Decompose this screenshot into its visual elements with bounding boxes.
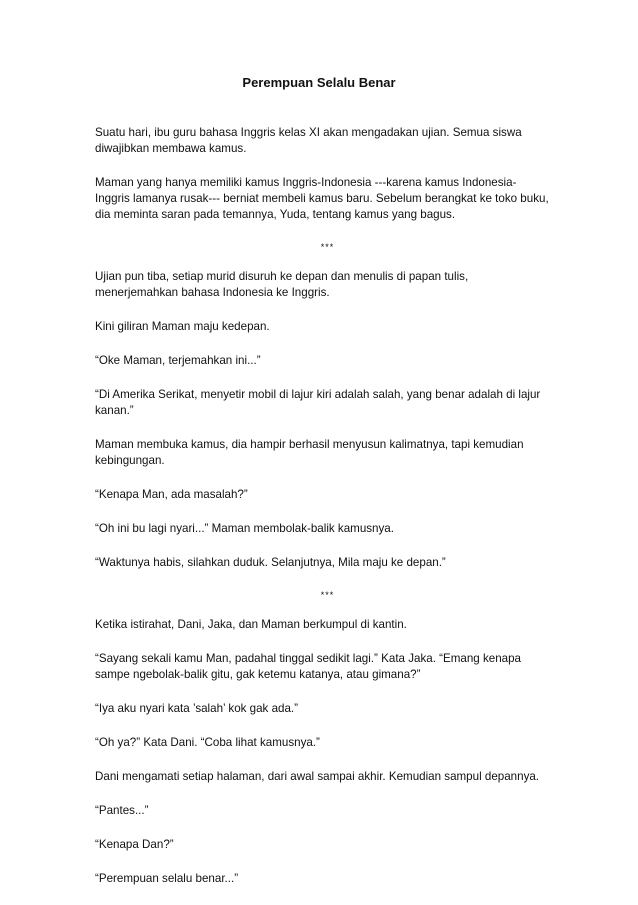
dialogue-line: “Iya aku nyari kata ’salah’ kok gak ada.” [95,702,298,715]
dialogue-line: “Oh ini bu lagi nyari...” Maman membolak-balik kamusnya. [95,522,394,535]
dialogue-line: “Sayang sekali kamu Man, padahal tinggal sedikit lagi.” Kata Jaka. “Emang kenapa sampe ngebolak-balik gitu, gak ketemu katanya, atau gimana?” [95,652,521,681]
dialogue-line: “Di Amerika Serikat, menyetir mobil di lajur kiri adalah salah, yang benar adalah di lajur kanan.” [95,388,541,417]
paragraph: Suatu hari, ibu guru bahasa Inggris kelas XI akan mengadakan ujian. Semua siswa diwajibkan membawa kamus. [95,126,522,155]
paragraph: Kini giliran Maman maju kedepan. [95,320,270,333]
dialogue-line: “Perempuan selalu benar...” [95,872,239,885]
paragraph: Maman yang hanya memiliki kamus Inggris-Indonesia ---karena kamus Indonesia- Inggris lamanya rusak--- berniat membeli kamus baru. Sebelum berangkat ke toko buku, dia meminta saran pada temannya, Yuda, tentang kamus yang bagus. [95,176,549,221]
dialogue-line: “Oke Maman, terjemahkan ini...” [95,354,261,367]
document-title: Perempuan Selalu Benar [242,75,396,90]
section-separator: *** [320,242,335,252]
dialogue-line: “Kenapa Man, ada masalah?” [95,488,248,501]
section-separator: *** [320,590,335,600]
paragraph: Ketika istirahat, Dani, Jaka, dan Maman berkumpul di kantin. [95,618,407,631]
paragraph: Maman membuka kamus, dia hampir berhasil menyusun kalimatnya, tapi kemudian kebingungan. [95,438,524,467]
dialogue-line: “Waktunya habis, silahkan duduk. Selanjutnya, Mila maju ke depan.” [95,556,446,569]
dialogue-line: “Pantes...” [95,804,149,817]
dialogue-line: “Oh ya?” Kata Dani. “Coba lihat kamusnya.” [95,736,320,749]
dialogue-line: “Kenapa Dan?” [95,838,174,851]
paragraph: Dani mengamati setiap halaman, dari awal sampai akhir. Kemudian sampul depannya. [95,770,540,783]
paragraph: Ujian pun tiba, setiap murid disuruh ke depan dan menulis di papan tulis, menerjemahkan bahasa Indonesia ke Inggris. [95,270,469,299]
document-body [95,125,560,905]
